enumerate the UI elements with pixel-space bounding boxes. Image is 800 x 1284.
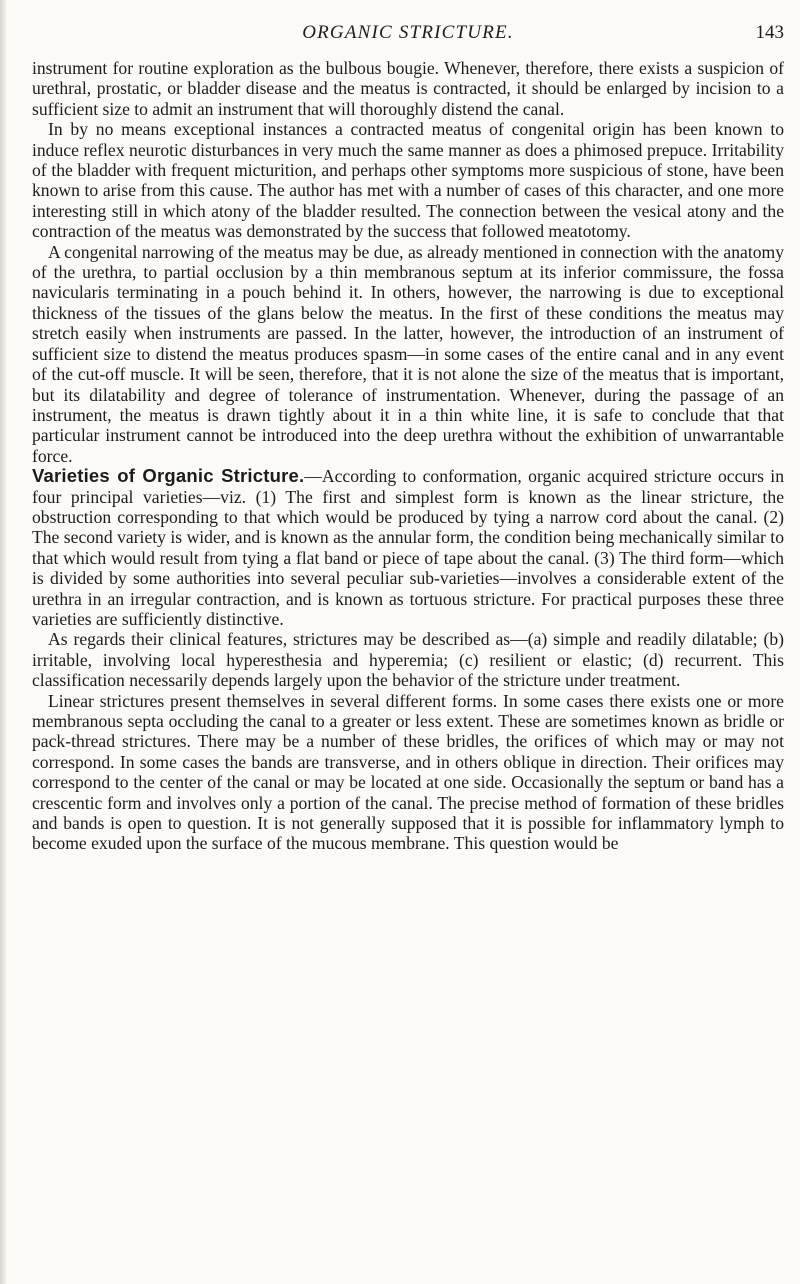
book-page [32,14,784,854]
page-gutter-shadow [0,0,6,1284]
running-head [32,14,784,58]
section-paragraph [32,466,784,629]
page-number: 143 [755,22,784,43]
section-text: —According to conformation, organic acquired stricture occurs in four principal varieties—viz. (1) The first and simplest form is known as the linear stricture, the obstruction corresponding to that which would be produced by tying a narrow cord about the canal. (2) The second variety is wider, and is known as the annular form, the condition being mechanically similar to that which would result from tying a flat band or piece of tape about the canal. (3) The third form—which is divided by some authorities into several peculiar sub-varieties—involves a considerable extent of the urethra in an irregular contraction, and is known as tortuous stricture. For practical purposes these three varieties are sufficiently distinctive. [32,466,784,629]
running-title: ORGANIC STRICTURE. [302,22,514,43]
paragraph-4: As regards their clinical features, strictures may be described as—(a) simple and readily dilatable; (b) irritable, involving local hyperesthesia and hyperemia; (c) resilient or elastic; (d) recurrent. This classification necessarily depends largely upon the behavior of the stricture under treatment. [32,629,784,691]
paragraph-2: In by no means exceptional instances a contracted meatus of congenital origin has been known to induce reflex neurotic disturbances in very much the same manner as does a phimosed prepuce. Irritability of the bladder with frequent micturition, and perhaps other symptoms more suspicious of stone, have been known to arise from this cause. The author has met with a number of cases of this character, and one more interesting still in which atony of the bladder resulted. The connection between the vesical atony and the contraction of the meatus was demonstrated by the success that followed meatotomy. [32,119,784,242]
body-text [32,58,784,854]
paragraph-1: instrument for routine exploration as the bulbous bougie. Whenever, therefore, there exists a suspicion of urethral, prostatic, or bladder disease and the meatus is contracted, it should be enlarged by incision to a sufficient size to admit an instrument that will thoroughly distend the canal. [32,58,784,119]
paragraph-5: Linear strictures present themselves in several different forms. In some cases there exists one or more membranous septa occluding the canal to a greater or less extent. These are sometimes known as bridle or pack-thread strictures. There may be a number of these bridles, the orifices of which may or may not correspond. In some cases the bands are transverse, and in others oblique in direction. Their orifices may correspond to the center of the canal or may be located at one side. Occasionally the septum or band has a crescentic form and involves only a portion of the canal. The precise method of formation of these bridles and bands is open to question. It is not generally supposed that it is possible for inflammatory lymph to become exuded upon the surface of the mucous membrane. This question would be [32,690,784,854]
paragraph-3: A congenital narrowing of the meatus may be due, as already mentioned in connection with the anatomy of the urethra, to partial occlusion by a thin membranous septum at its inferior commissure, the fossa navicularis terminating in a pouch behind it. In others, however, the narrowing is due to exceptional thickness of the tissues of the glans below the meatus. In the first of these conditions the meatus may stretch easily when instruments are passed. In the latter, however, the introduction of an instrument of sufficient size to distend the meatus produces spasm—in some cases of the entire canal and in any event of the cut-off muscle. It will be seen, therefore, that it is not alone the size of the meatus that is important, but its dilatability and degree of tolerance of instrumentation. Whenever, during the passage of an instrument, the meatus is drawn tightly about it in a thin white line, it is safe to conclude that that particular instrument cannot be introduced into the deep urethra without the exhibition of unwarrantable force. [32,241,784,466]
section-heading: Varieties of Organic Stricture. [32,465,305,487]
